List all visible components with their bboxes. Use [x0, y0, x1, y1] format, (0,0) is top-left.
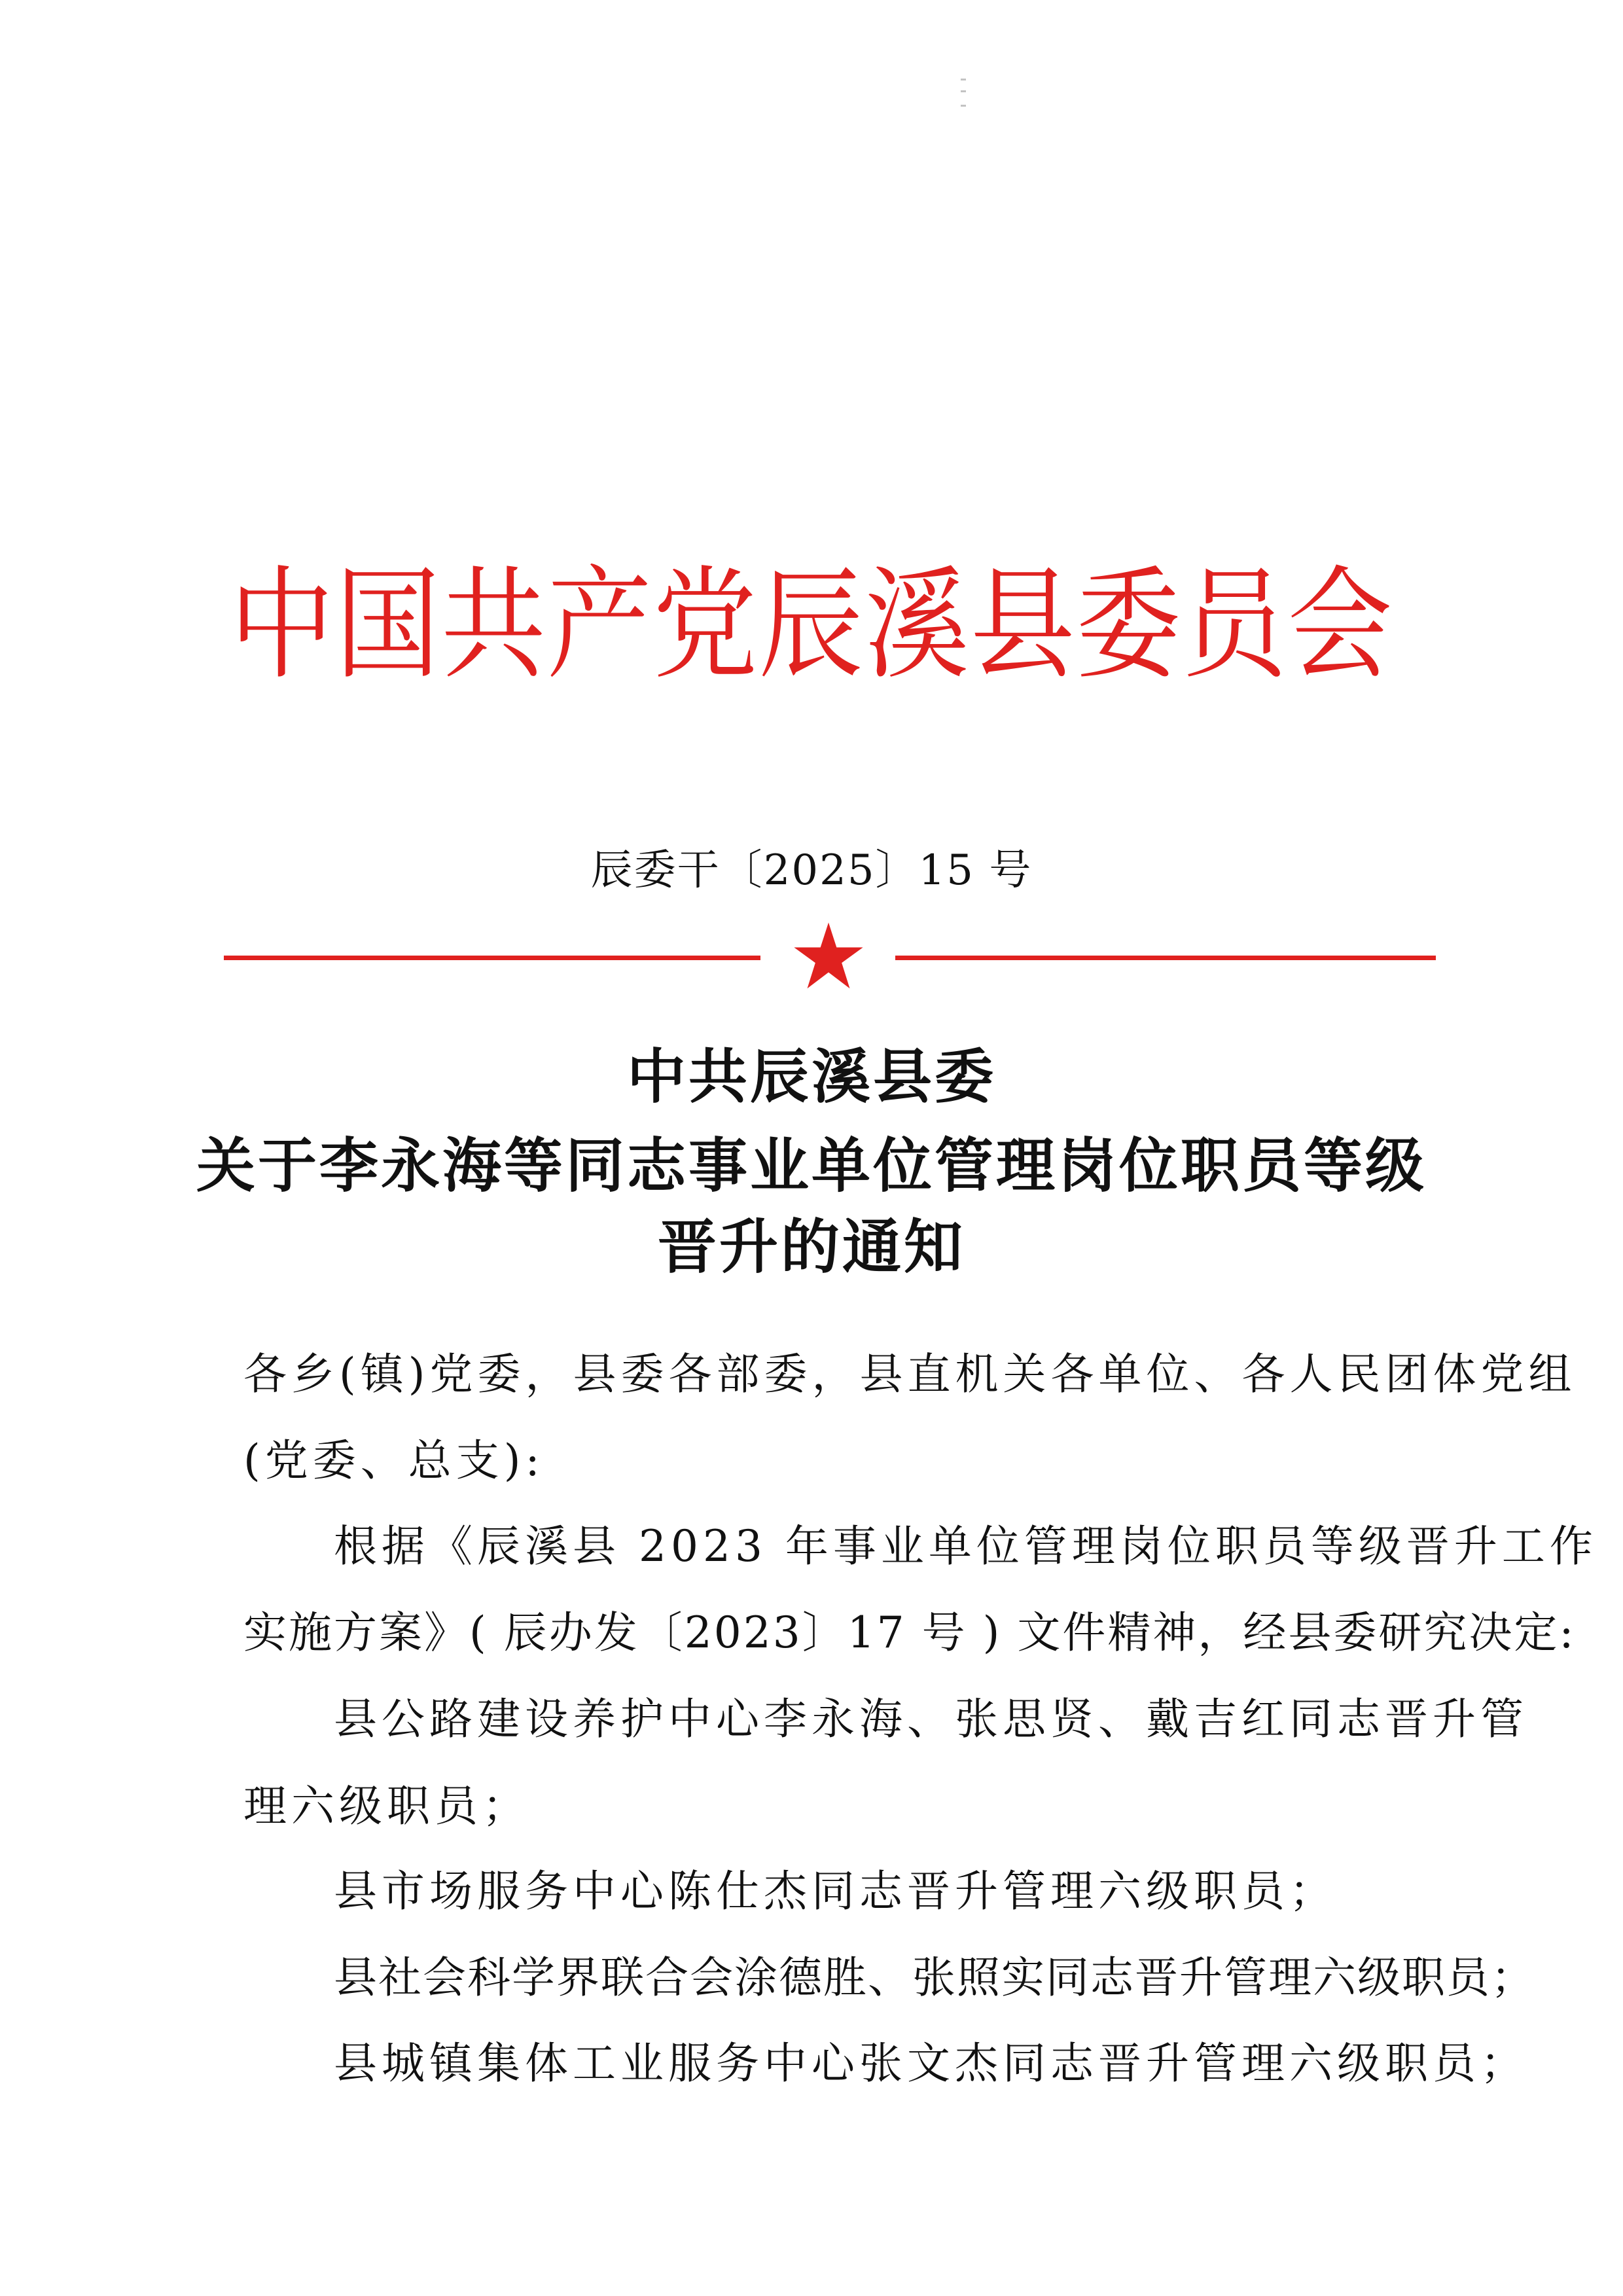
- document-number: 辰委干〔2025〕15 号: [590, 846, 1033, 895]
- promotion-item-4: 县城镇集体工业服务中心张文杰同志晋升管理六级职员；: [334, 2038, 1528, 2089]
- promotion-item-2: 县市场服务中心陈仕杰同志晋升管理六级职员；: [334, 1866, 1337, 1916]
- promotion-item-1-line-1: 县公路建设养护中心李永海、张思贤、戴吉红同志晋升管: [334, 1694, 1528, 1744]
- addressee-line-2: (党委、总支):: [243, 1435, 544, 1486]
- issuing-organization-header: 中国共产党辰溪县委员会: [229, 554, 1394, 696]
- document-title-line-2: 关于李永海等同志事业单位管理岗位职员等级: [196, 1131, 1427, 1200]
- document-title-line-3: 晋升的通知: [658, 1212, 965, 1282]
- basis-paragraph-line-2: 实施方案》( 辰办发〔2023〕17 号 ) 文件精神，经县委研究决定:: [243, 1607, 1576, 1658]
- divider-line-left: [224, 956, 760, 960]
- divider-line-right: [895, 956, 1436, 960]
- addressee-line-1: 各乡(镇)党委，县委各部委，县直机关各单位、各人民团体党组: [243, 1349, 1577, 1399]
- promotion-item-3: 县社会科学界联合会涂德胜、张照实同志晋升管理六级职员；: [334, 1952, 1535, 2003]
- star-icon: [792, 920, 865, 993]
- basis-paragraph-line-1: 根据《辰溪县 2023 年事业单位管理岗位职员等级晋升工作: [334, 1521, 1597, 1571]
- scan-artifact: [961, 79, 969, 118]
- promotion-item-1-line-2: 理六级职员；: [243, 1781, 530, 1831]
- document-title-line-1: 中共辰溪县委: [627, 1042, 996, 1111]
